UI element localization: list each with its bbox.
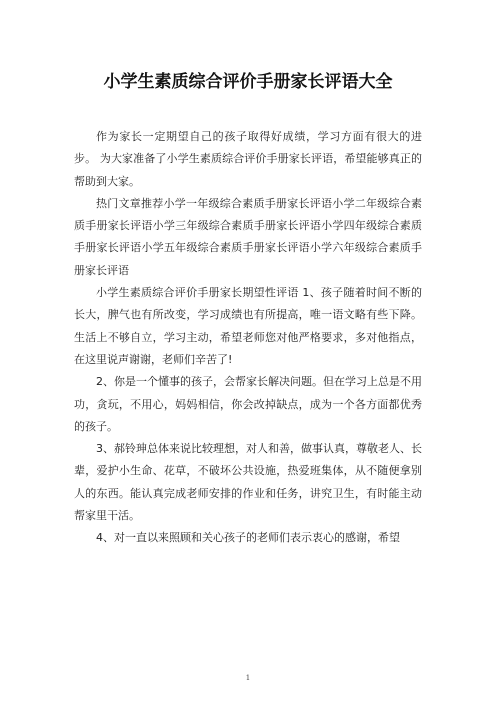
- page-number: 1: [245, 674, 251, 682]
- paragraph-comment-4: 4、对一直以来照顾和关心孩子的老师们表示衷心的感谢，希望: [96, 531, 400, 545]
- document-body: [74, 126, 422, 550]
- paragraph-intro: 作为家长一定期望自己的孩子取得好成绩，学习方面有很大的进步。 为大家准备了小学生素质综合评价手册家长评语，希望能够真正的帮助到大家。: [74, 130, 422, 188]
- paragraph-comment-2: 2、你是一个懂事的孩子，会帮家长解决问题。但在学习上总是不用功，贪玩，不用心，妈妈相信，你会改掉缺点，成为一个各方面都优秀的孩子。: [74, 375, 422, 433]
- document-title: 小学生素质综合评价手册家长评语大全: [103, 72, 393, 92]
- paragraph-recommended-articles: 热门文章推荐小学一年级综合素质手册家长评语小学二年级综合素质手册家长评语小学三年级综合素质手册家长评语小学四年级综合素质手册家长评语小学五年级综合素质手册家长评语小学六年级综合素质手册家长评语: [74, 196, 422, 277]
- paragraph-comment-1: 小学生素质综合评价手册家长期望性评语 1、孩子随着时间不断的长大，脾气也有所改变，学习成绩也有所提高，唯一语文略有些下降。生活上不够自立，学习主动，希望老师您对他严格要求，多对他指点，在这里说声谢谢，老师们辛苦了!: [74, 286, 422, 366]
- paragraph-comment-3: 3、郝铃珅总体来说比较理想，对人和善，做事认真，尊敬老人、长辈，爱护小生命、花草，不破坏公共设施，热爱班集体，从不随便拿别人的东西。能认真完成老师安排的作业和任务，讲究卫生，有时能主动帮家里干活。: [74, 442, 422, 523]
